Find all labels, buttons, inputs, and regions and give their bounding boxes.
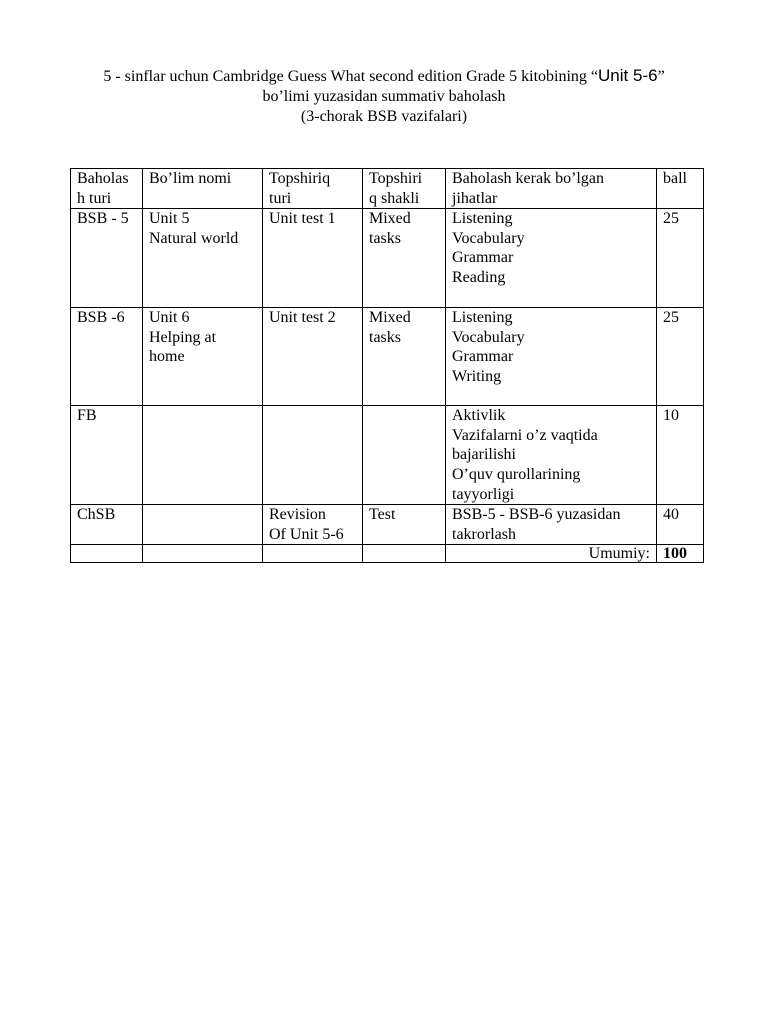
table-cell — [71, 545, 143, 563]
table-cell — [263, 505, 363, 545]
cell-line: Test — [369, 506, 396, 524]
table-cell — [363, 406, 446, 505]
cell-line: Helping at — [149, 328, 217, 346]
cell-line: q shakli — [369, 189, 420, 207]
cell-line: tasks — [369, 229, 401, 247]
table-cell — [143, 545, 263, 563]
table-cell — [71, 308, 143, 406]
table-cell — [263, 406, 363, 505]
cell-line: Grammar — [452, 249, 514, 267]
table-cell — [263, 545, 363, 563]
table-cell — [363, 209, 446, 308]
cell-line: BSB - 5 — [77, 210, 129, 228]
cell-line: Baholash kerak bo’lgan — [452, 170, 604, 187]
cell-line: FB — [77, 407, 97, 425]
assessment-table — [70, 168, 704, 563]
cell-line: BSB-5 - BSB-6 yuzasidan — [452, 506, 621, 524]
cell-line: turi — [269, 189, 292, 207]
header-cell — [143, 169, 263, 209]
cell-line: ChSB — [77, 506, 116, 524]
total-value: 100 — [657, 545, 704, 563]
cell-line: Mixed — [369, 309, 411, 327]
title-suffix: ” — [657, 68, 665, 85]
cell-line: Writing — [452, 367, 502, 385]
cell-line: Baholas — [77, 170, 129, 187]
table-total-row — [71, 545, 704, 563]
title-line-3: (3-chorak BSB vazifalari) — [300, 108, 468, 125]
cell-line: Reading — [452, 268, 506, 286]
cell-line: Bo’lim nomi — [149, 170, 232, 187]
table-cell — [657, 505, 704, 545]
table-cell — [446, 406, 657, 505]
table-cell — [657, 406, 704, 505]
title-unit: Unit 5-6 — [598, 66, 658, 85]
title-line-2: bo’limi yuzasidan summativ baholash — [262, 88, 506, 105]
total-label: Umumiy: — [446, 545, 657, 563]
cell-line: Grammar — [452, 348, 514, 366]
cell-line: Unit test 1 — [269, 210, 336, 228]
table-cell — [363, 505, 446, 545]
table-cell — [446, 505, 657, 545]
cell-line: BSB -6 — [77, 309, 125, 327]
title-line-1 — [0, 66, 768, 87]
cell-line: tayyorligi — [452, 485, 515, 503]
cell-line: Vocabulary — [452, 328, 525, 346]
cell-line: ball — [663, 170, 687, 187]
table-cell — [71, 209, 143, 308]
cell-line: O’quv qurollarining — [452, 465, 581, 483]
table-cell — [71, 505, 143, 545]
table-cell — [143, 406, 263, 505]
table-cell — [263, 308, 363, 406]
table-cell — [657, 308, 704, 406]
cell-line: 10 — [663, 407, 679, 425]
document-title — [0, 66, 768, 127]
table-cell — [446, 308, 657, 406]
cell-line: Vazifalarni o’z vaqtida — [452, 426, 598, 444]
cell-line: Unit test 2 — [269, 309, 336, 327]
header-cell — [363, 169, 446, 209]
table-row — [71, 406, 704, 505]
cell-line: Vocabulary — [452, 229, 525, 247]
title-prefix: 5 - sinflar uchun Cambridge Guess What second edition Grade 5 kitobining “ — [103, 68, 599, 85]
header-cell — [263, 169, 363, 209]
cell-line: jihatlar — [452, 189, 498, 207]
cell-line: Revision — [269, 506, 326, 524]
header-cell — [446, 169, 657, 209]
cell-line: Mixed — [369, 210, 411, 228]
table-cell — [446, 209, 657, 308]
cell-line: Natural world — [149, 229, 239, 247]
cell-line: 40 — [663, 506, 679, 524]
table-cell — [363, 308, 446, 406]
table-cell — [263, 209, 363, 308]
table-cell — [657, 209, 704, 308]
table-header-row — [71, 169, 704, 209]
cell-line: Unit 6 — [149, 309, 190, 327]
cell-line: Listening — [452, 309, 513, 327]
table-cell — [71, 406, 143, 505]
table-row — [71, 209, 704, 308]
cell-line: Of Unit 5-6 — [269, 525, 344, 543]
cell-line: home — [149, 348, 185, 366]
table-cell — [143, 209, 263, 308]
table-row — [71, 505, 704, 545]
header-cell — [71, 169, 143, 209]
cell-line: Topshiriq — [269, 170, 331, 187]
cell-line: Unit 5 — [149, 210, 190, 228]
cell-line: Topshiri — [369, 170, 423, 187]
table-cell — [143, 505, 263, 545]
cell-line: takrorlash — [452, 525, 516, 543]
cell-line: Listening — [452, 210, 513, 228]
cell-line: tasks — [369, 328, 401, 346]
cell-line: Aktivlik — [452, 407, 506, 425]
table-cell — [143, 308, 263, 406]
cell-line: 25 — [663, 210, 679, 228]
table-cell — [363, 545, 446, 563]
header-cell — [657, 169, 704, 209]
cell-line: 25 — [663, 309, 679, 327]
cell-line: h turi — [77, 189, 112, 207]
table-row — [71, 308, 704, 406]
cell-line: bajarilishi — [452, 446, 516, 464]
